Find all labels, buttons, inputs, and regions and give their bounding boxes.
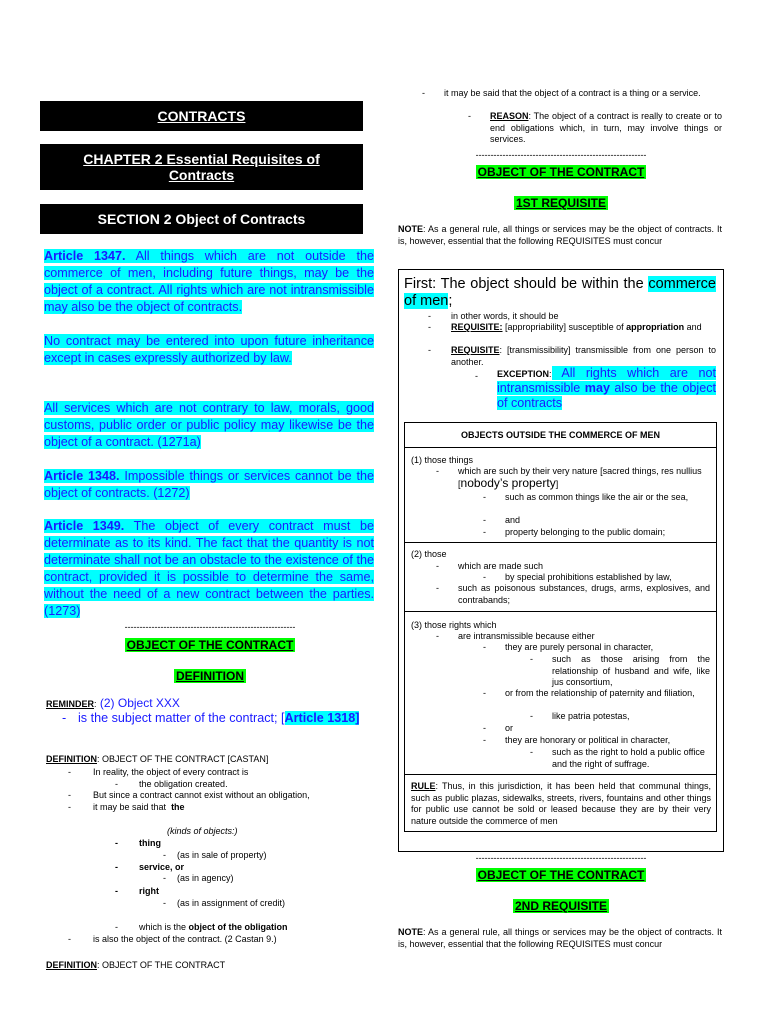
kind-thing: thing <box>139 838 161 848</box>
heading-object-of-contract-2: OBJECT OF THE CONTRACT <box>477 868 645 882</box>
kind-thing-note-dash: - <box>163 850 166 860</box>
t3-e-text: like patria potestas, <box>552 711 630 721</box>
table-row-2 <box>405 543 716 612</box>
bullet-b1a-text: the obligation created. <box>139 779 228 789</box>
article-1348-text: Impossible things or services cannot be the object of contracts. (1272) <box>44 469 374 500</box>
t2-b-dash: - <box>483 572 486 582</box>
heading-definition: DEFINITION <box>176 669 244 683</box>
article-1349 <box>44 518 374 620</box>
t3-c-text: such as those arising from the relationship of husband and wife, like jus consortium, <box>552 654 710 687</box>
f3-dash: - <box>428 345 431 355</box>
bullet-b1a: - <box>115 779 118 789</box>
t3-e-dash: - <box>530 711 533 721</box>
contracts-title: CONTRACTS <box>157 108 246 124</box>
separator: --------------------------------------------------------- <box>124 622 296 632</box>
t1-d-dash: - <box>483 527 486 537</box>
objects-outside-commerce-table <box>404 422 717 832</box>
note-1: NOTE: As a general rule, all things or services may be the object of contracts. It is, however, essential that the following REQUISITES must concur <box>398 224 722 246</box>
kind-right-note: (as in assignment of credit) <box>177 898 286 908</box>
f1-dash: - <box>428 311 431 321</box>
article-1347-label: Article 1347. <box>44 249 126 263</box>
kind-service-dash: - <box>115 862 118 872</box>
section-title: SECTION 2 Object of Contracts <box>97 211 306 227</box>
bullet-b1-text: In reality, the object of every contract is <box>93 767 249 777</box>
article-1349-label: Article 1349. <box>44 519 125 533</box>
heading-object-of-contract: OBJECT OF THE CONTRACT <box>126 638 294 652</box>
definition-castan: DEFINITION: OBJECT OF THE CONTRACT [CASTAN] <box>46 754 269 764</box>
rule-text: RULE: Thus, in this jurisdiction, it has been held that communal things, such as public plazas, sidewalks, streets, rivers, fountains and other things for public use cannot be sold or leased because they are by their very nature outside the commerce of men <box>411 781 711 826</box>
t3-f-dash: - <box>483 723 486 733</box>
bullet-b1: - <box>68 767 71 777</box>
article-1347-para2: No contract may be entered into upon future inheritance except in cases expressly authorized by law. <box>44 334 374 365</box>
which-object-of-obligation: which is the object of the obligation <box>139 922 288 932</box>
t1-a-text: which are such by their very nature [sacred things, res nullius [nobody’s property] <box>458 466 702 490</box>
t2-c-text: such as poisonous substances, drugs, arms, explosives, and contrabands; <box>458 583 710 605</box>
f2-dash: - <box>428 322 431 332</box>
t3-h-dash: - <box>530 747 533 757</box>
chapter-title: CHAPTER 2 Essential Requisites of Contracts <box>83 151 320 183</box>
f1-text: in other words, it should be <box>451 311 559 321</box>
t1-head: (1) those things <box>411 455 474 465</box>
f2-text: REQUISITE: [appropriability] susceptible of appropriation and <box>451 322 702 332</box>
heading-object-of-contract: OBJECT OF THE CONTRACT <box>477 165 645 179</box>
which-dash: - <box>115 922 118 932</box>
t3-h-text: such as the right to hold a public office and the right of suffrage. <box>552 747 705 769</box>
t2-c-dash: - <box>436 583 439 593</box>
kinds-of-objects: (kinds of objects:) <box>167 826 238 836</box>
separator: --------------------------------------------------------- <box>475 150 647 160</box>
t3-f-text: or <box>505 723 514 733</box>
t3-b-text: they are purely personal in character, <box>505 642 654 652</box>
bullet-b3-text: it may be said that the <box>93 802 185 812</box>
article-1349-text: The object of every contract must be determinate as to its kind. The fact that the quantity is not determinate shall not be an obstacle to the existence of the contract, provided it is possible to determine the same, without the need of a new contract between the parties. (1273) <box>44 519 374 618</box>
t3-d-text: or from the relationship of paternity and filiation, <box>505 688 695 698</box>
article-1347-para3: All services which are not contrary to law, morals, good customs, public order or public policy may likewise be the object of a contract. (1271a) <box>44 401 374 449</box>
t2-head: (2) those <box>411 549 447 559</box>
heading-2nd-requisite: 2ND REQUISITE <box>514 899 607 913</box>
t3-d-dash: - <box>483 688 486 698</box>
t1-b-text: such as common things like the air or the sea, <box>505 492 689 502</box>
f3-text: REQUISITE: [transmissibility] transmissible from one person to another. <box>451 345 716 367</box>
contracts-title-bar <box>40 101 363 131</box>
reason-dash: - <box>468 111 471 121</box>
t3-c-dash: - <box>530 654 533 664</box>
kind-service-note: (as in agency) <box>177 873 234 883</box>
also-dash: - <box>68 934 71 944</box>
kind-right: right <box>139 886 159 896</box>
top1-text: it may be said that the object of a contract is a thing or a service. <box>444 88 701 98</box>
heading-1st-requisite: 1ST REQUISITE <box>515 196 607 210</box>
t1-c-dash: - <box>483 515 486 525</box>
table-row-1 <box>405 448 716 543</box>
kind-thing-dash: - <box>115 838 118 848</box>
top1-dash: - <box>422 88 425 98</box>
chapter-title-bar <box>40 144 363 190</box>
table-row-3 <box>405 612 716 775</box>
table-header: OBJECTS OUTSIDE THE COMMERCE OF MEN <box>405 423 716 448</box>
reminder-bullet: - is the subject matter of the contract; [Article 1318] <box>62 711 360 725</box>
t3-a-dash: - <box>436 631 439 641</box>
t1-a-dash: - <box>436 466 439 476</box>
t1-b-dash: - <box>483 492 486 502</box>
t1-c-text: and <box>505 515 521 525</box>
table-row-rule <box>405 775 716 833</box>
section-title-bar <box>40 204 363 234</box>
t3-g-text: they are honorary or political in character, <box>505 735 671 745</box>
exception-dash: - <box>475 371 478 381</box>
exception-text: EXCEPTION: All rights which are not intransmissible may also be the object of contracts <box>497 366 716 410</box>
t3-a-text: are intransmissible because either <box>458 631 595 641</box>
t2-a-text: which are made such <box>458 561 544 571</box>
reminder-line: REMINDER: (2) Object XXX <box>46 696 180 710</box>
bullet-b2-text: But since a contract cannot exist without an obligation, <box>93 790 310 800</box>
t3-b-dash: - <box>483 642 486 652</box>
reason-text: REASON: The object of a contract is really to create or to end obligations which, in turn, may involve things or services. <box>490 111 722 144</box>
first-requisite: First: The object should be within the commerce of men; <box>404 276 716 309</box>
t3-g-dash: - <box>483 735 486 745</box>
t2-b-text: by special prohibitions established by law, <box>505 572 672 582</box>
article-1347 <box>44 248 374 316</box>
t3-head: (3) those rights which <box>411 620 497 630</box>
definition-2: DEFINITION: OBJECT OF THE CONTRACT <box>46 960 226 970</box>
bullet-b2: - <box>68 790 71 800</box>
kind-right-dash: - <box>115 886 118 896</box>
kind-service-note-dash: - <box>163 873 166 883</box>
t2-a-dash: - <box>436 561 439 571</box>
kind-thing-note: (as in sale of property) <box>177 850 267 860</box>
article-1348-label: Article 1348. <box>44 469 120 483</box>
article-1348 <box>44 468 374 502</box>
kind-service: service, or <box>139 862 185 872</box>
t1-d-text: property belonging to the public domain; <box>505 527 666 537</box>
kind-right-note-dash: - <box>163 898 166 908</box>
article-1347-text: All things which are not outside the commerce of men, including future things, may be the object of a contract. All rights which are not intransmissible may also be the object of contracts. <box>44 249 374 314</box>
note-2: NOTE: As a general rule, all things or services may be the object of contracts. It is, however, essential that the following REQUISITES must concur <box>398 927 722 949</box>
separator-2: --------------------------------------------------------- <box>475 853 647 863</box>
also-object: is also the object of the contract. (2 Castan 9.) <box>93 934 277 944</box>
bullet-b3: - <box>68 802 71 812</box>
